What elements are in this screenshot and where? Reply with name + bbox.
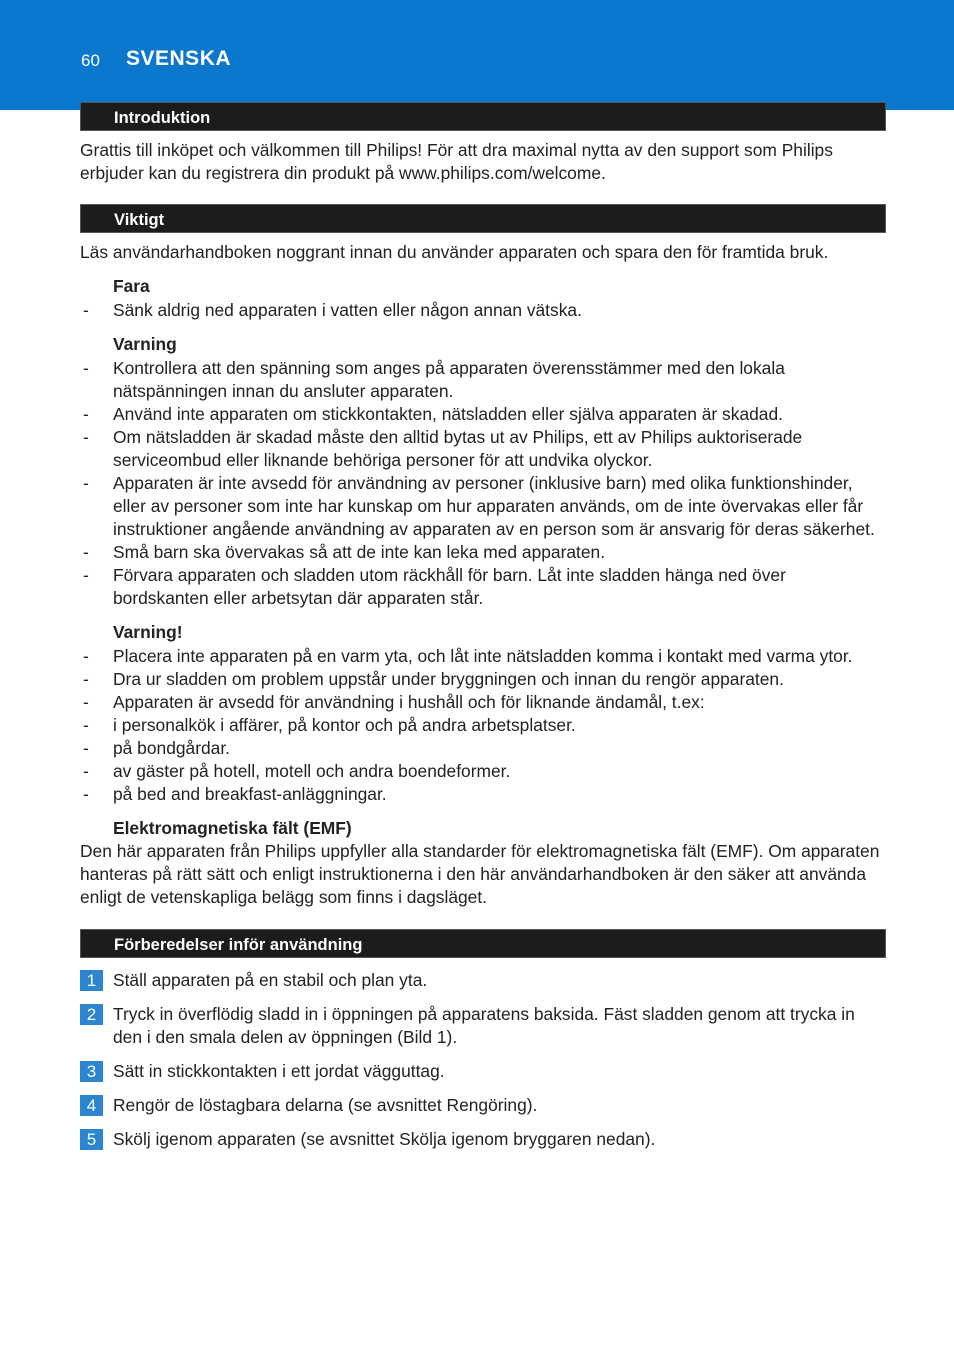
- list-item: - Om nätsladden är skadad måste den alltid bytas ut av Philips, ett av Philips auktoriserade serviceombud eller liknande behöriga personer för att undvika olyckor.: [83, 427, 803, 470]
- emf-text: Den här apparaten från Philips uppfyller alla standarder för elektromagnetiska fält (EMF). Om apparaten hanteras på rätt sätt och enligt instruktionerna i den här användarhandboken är den säker att använda enligt de vetenskapliga belägg som finns i dagsläget.: [80, 841, 880, 907]
- page-header: [0, 0, 954, 110]
- step-text: Sätt in stickkontakten i ett jordat vägguttag.: [113, 1061, 445, 1081]
- list-item: - Apparaten är avsedd för användning i hushåll och för liknande ändamål, t.ex:: [83, 692, 705, 712]
- list-item: - Sänk aldrig ned apparaten i vatten eller någon annan vätska.: [83, 300, 582, 320]
- list-item: - Använd inte apparaten om stickkontakten, nätsladden eller själva apparaten är skadad.: [83, 404, 783, 424]
- step-text: Skölj igenom apparaten (se avsnittet Skölja igenom bryggaren nedan).: [113, 1129, 656, 1149]
- list-item: - Placera inte apparaten på en varm yta, och låt inte nätsladden komma i kontakt med varma ytor.: [83, 646, 853, 666]
- important-text: Läs användarhandboken noggrant innan du använder apparaten och spara den för framtida bruk.: [80, 242, 829, 262]
- caution-heading: Varning!: [113, 622, 183, 642]
- step-number-badge: 2: [80, 1004, 103, 1025]
- danger-list: [80, 299, 886, 322]
- step-item: [80, 1003, 886, 1049]
- step-number-badge: 5: [80, 1129, 103, 1150]
- step-item: [80, 1060, 886, 1083]
- step-text: Tryck in överflödig sladd in i öppningen på apparatens baksida. Fäst sladden genom att trycka in den i den smala delen av öppningen (Bild 1).: [113, 1004, 855, 1047]
- list-item: - Apparaten är inte avsedd för användning av personer (inklusive barn) med olika funktionshinder, eller av personer som inte har kunskap om hur apparaten används, om de inte övervakas eller får instruktioner angående användning av apparaten av en person som är ansvarig för deras säkerhet.: [83, 473, 875, 539]
- section-heading-intro: Introduktion: [80, 102, 886, 131]
- document-body: [80, 102, 886, 1162]
- step-number-badge: 1: [80, 970, 103, 991]
- step-item: [80, 969, 886, 992]
- step-item: [80, 1128, 886, 1151]
- intro-text: Grattis till inköpet och välkommen till Philips! För att dra maximal nytta av den support som Philips erbjuder kan du registrera din produkt på www.philips.com/welcome.: [80, 140, 833, 183]
- list-item: - Förvara apparaten och sladden utom räckhåll för barn. Låt inte sladden hänga ned över bordskanten eller arbetsytan där apparaten står.: [83, 565, 786, 608]
- warning-heading: Varning: [113, 334, 177, 354]
- preparation-steps: [80, 969, 886, 1151]
- list-item: - Kontrollera att den spänning som anges på apparaten överensstämmer med den lokala nätspänningen innan du ansluter apparaten.: [83, 358, 785, 401]
- list-item: - av gäster på hotell, motell och andra boendeformer.: [83, 761, 511, 781]
- list-item: - i personalkök i affärer, på kontor och på andra arbetsplatser.: [83, 715, 576, 735]
- warning-list: [80, 357, 886, 610]
- list-item: - Små barn ska övervakas så att de inte kan leka med apparaten.: [83, 542, 606, 562]
- language-title: SVENSKA: [126, 47, 232, 70]
- section-heading-important: Viktigt: [80, 204, 886, 233]
- step-number-badge: 3: [80, 1061, 103, 1082]
- list-item: - Dra ur sladden om problem uppstår under bryggningen och innan du rengör apparaten.: [83, 669, 784, 689]
- caution-list: [80, 645, 886, 806]
- list-item: - på bondgårdar.: [83, 738, 231, 758]
- step-number-badge: 4: [80, 1095, 103, 1116]
- emf-heading: Elektromagnetiska fält (EMF): [113, 818, 352, 838]
- page-number: 60: [81, 51, 100, 70]
- list-item: - på bed and breakfast-anläggningar.: [83, 784, 387, 804]
- step-text: Ställ apparaten på en stabil och plan yta.: [113, 970, 428, 990]
- section-heading-preparation: Förberedelser inför användning: [80, 929, 886, 958]
- step-item: [80, 1094, 886, 1117]
- step-text: Rengör de löstagbara delarna (se avsnittet Rengöring).: [113, 1095, 538, 1115]
- danger-heading: Fara: [113, 276, 150, 296]
